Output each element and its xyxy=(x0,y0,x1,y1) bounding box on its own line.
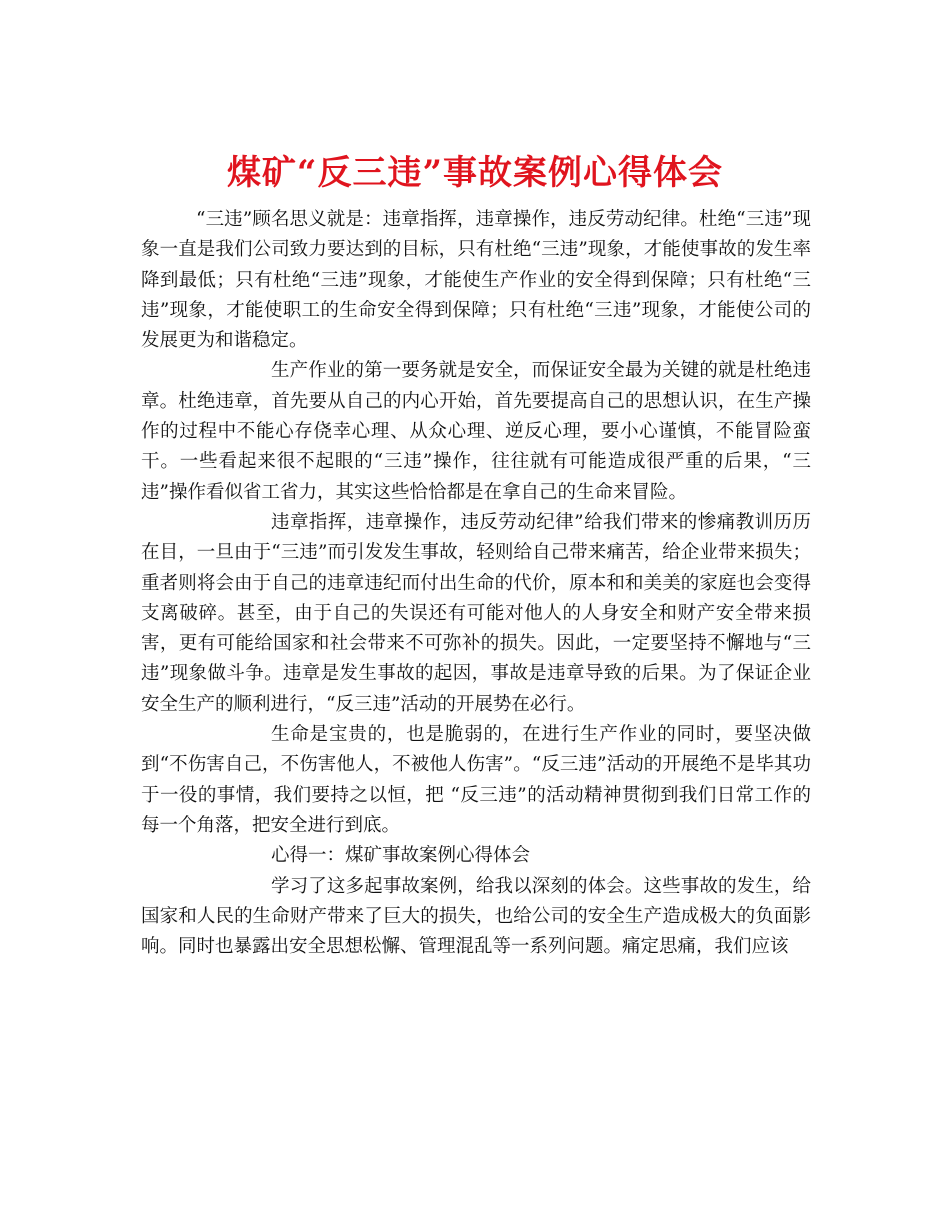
document-title: 煤矿“反三违”事故案例心得体会 xyxy=(226,152,724,193)
document-body xyxy=(141,205,811,962)
section-heading-reflection-one: 心得一：煤矿事故案例心得体会 xyxy=(271,845,531,867)
paragraph-case-study: 学习了这多起事故案例，给我以深刻的体会。这些事故的发生，给国家和人民的生命财产带来了巨大的损失，也给公司的安全生产造成极大的负面影响。同时也暴露出安全思想松懈、管理混乱等一系列问题。痛定思痛，我们应该 xyxy=(141,875,811,958)
paragraph-lessons: 违章指挥，违章操作，违反劳动纪律”给我们带来的惨痛教训历历在目，一旦由于“三违”而引发发生事故，轻则给自己带来痛苦，给企业带来损失；重者则将会由于自己的违章违纪而付出生命的代价，原本和和美美的家庭也会变得支离破碎。甚至，由于自己的失误还有可能对他人的人身安全和财产安全带来损害，更有可能给国家和社会带来不可弥补的损失。因此，一定要坚持不懈地与“三违”现象做斗争。违章是发生事故的起因，事故是违章导致的后果。为了保证企业安全生产的顺利进行，“反三违”活动的开展势在必行。 xyxy=(141,511,811,715)
paragraph-safety-first: 生产作业的第一要务就是安全，而保证安全最为关键的就是杜绝违章。杜绝违章，首先要从自己的内心开始，首先要提高自己的思想认识，在生产操作的过程中不能心存侥幸心理、从众心理、逆反心理，要小心谨慎，不能冒险蛮干。一些看起来很不起眼的“三违”操作，往往就有可能造成很严重的后果，“三违”操作看似省工省力，其实这些恰恰都是在拿自己的生命来冒险。 xyxy=(141,360,811,503)
paragraph-intro: “三违”顾名思义就是：违章指挥，违章操作，违反劳动纪律。杜绝“三违”现象一直是我们公司致力要达到的目标，只有杜绝“三违”现象，才能使事故的发生率降到最低；只有杜绝“三违”现象，才能使生产作业的安全得到保障；只有杜绝“三违”现象，才能使职工的生命安全得到保障；只有杜绝“三违”现象，才能使公司的发展更为和谐稳定。 xyxy=(141,209,811,352)
paragraph-life-precious: 生命是宝贵的，也是脆弱的，在进行生产作业的同时，要坚决做到“不伤害自己，不伤害他人，不被他人伤害”。“反三违”活动的开展绝不是毕其功于一役的事情，我们要持之以恒，把 “反三违”的活动精神贯彻到我们日常工作的每一个角落，把安全进行到底。 xyxy=(141,724,811,836)
